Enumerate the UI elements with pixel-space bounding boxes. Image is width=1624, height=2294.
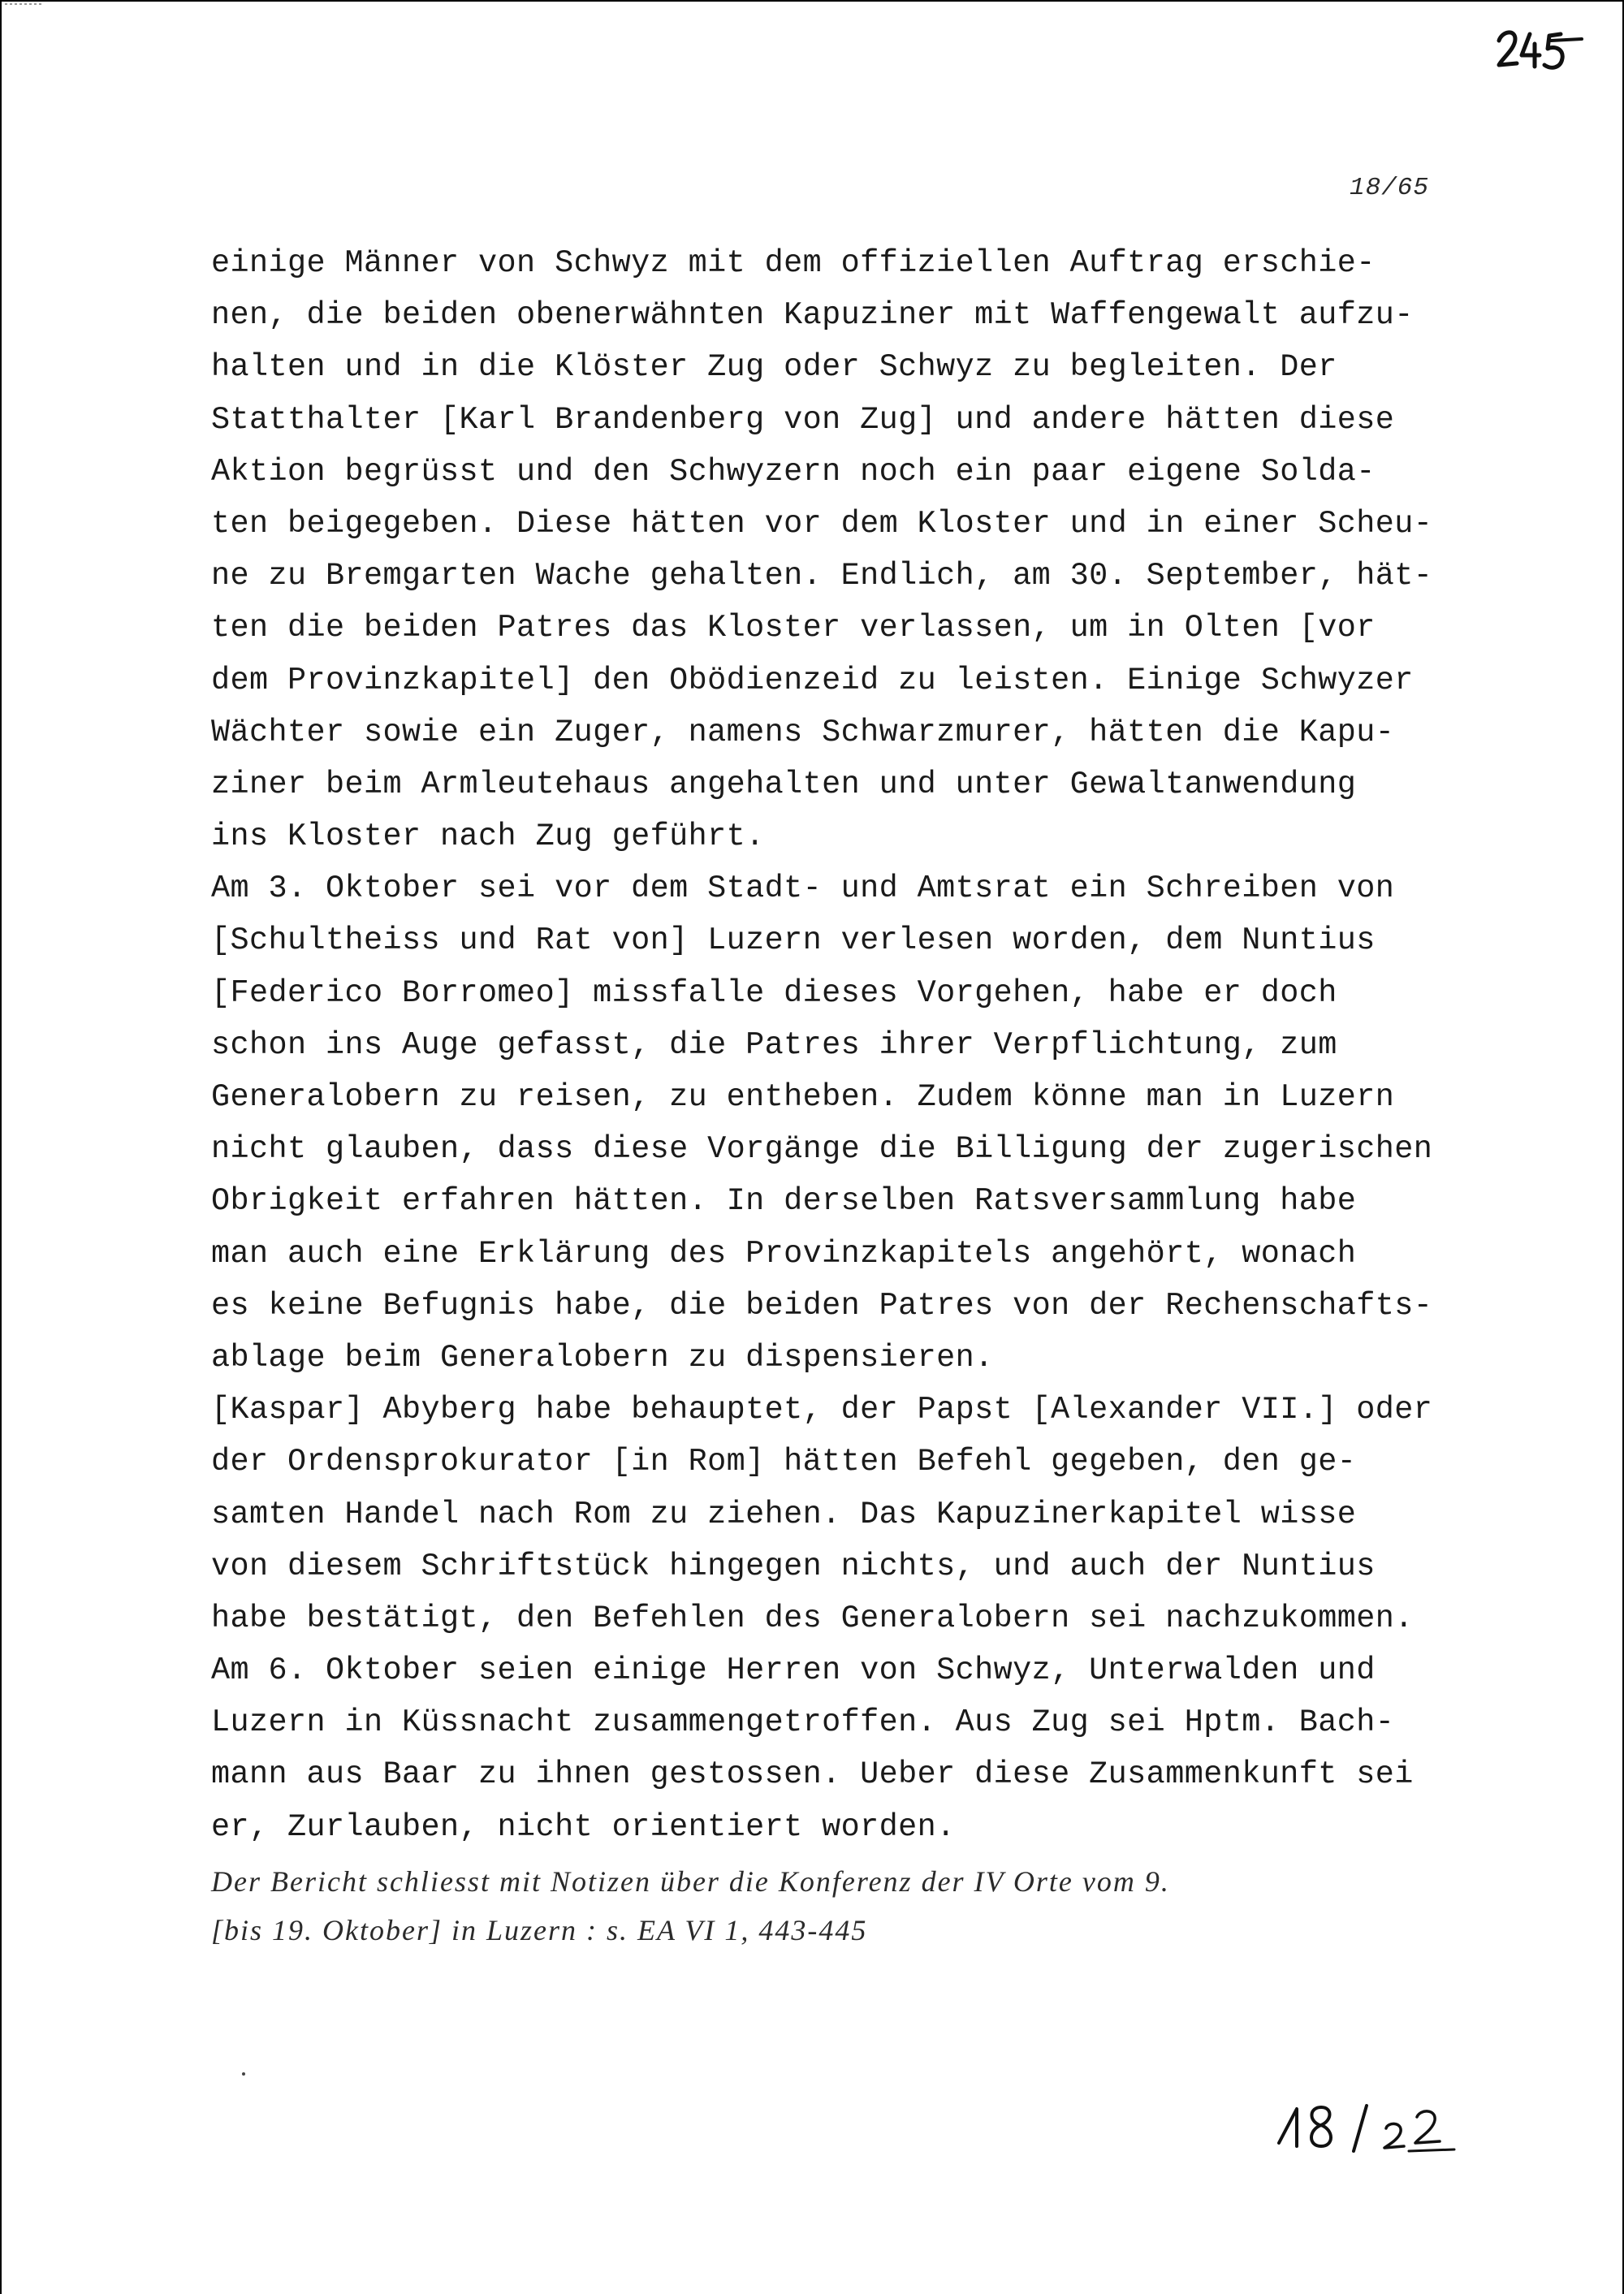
text-line: Luzern in Küssnacht zusammengetroffen. Aus Zug sei Hptm. Bach- <box>211 1704 1395 1741</box>
scan-corner-mark <box>2 2 50 8</box>
editorial-note-line: [bis 19. Oktober] in Luzern : s. EA VI 1, 443-445 <box>211 1914 868 1946</box>
text-line: einige Männer von Schwyz mit dem offiziellen Auftrag erschie- <box>211 245 1376 281</box>
text-line: Statthalter [Karl Brandenberg von Zug] und andere hätten diese <box>211 401 1395 438</box>
text-line: Am 6. Oktober seien einige Herren von Schwyz, Unterwalden und <box>211 1652 1376 1689</box>
text-line: ten die beiden Patres das Kloster verlassen, um in Olten [vor <box>211 610 1376 646</box>
text-line: ablage beim Generalobern zu dispensieren. <box>211 1339 994 1376</box>
text-line: nen, die beiden obenerwähnten Kapuziner mit Waffengewalt aufzu- <box>211 297 1414 334</box>
text-line: ziner beim Armleutehaus angehalten und unter Gewaltanwendung <box>211 766 1357 802</box>
text-line: von diesem Schriftstück hingegen nichts, und auch der Nuntius <box>211 1548 1376 1584</box>
handwritten-footer-number <box>1272 2101 1459 2158</box>
text-line: ne zu Bremgarten Wache gehalten. Endlich, am 30. September, hät- <box>211 558 1433 594</box>
text-line: [Schultheiss und Rat von] Luzern verlesen worden, dem Nuntius <box>211 922 1376 959</box>
text-line: Am 3. Oktober sei vor dem Stadt- und Amtsrat ein Schreiben von <box>211 871 1395 907</box>
editorial-note <box>211 1857 1478 1955</box>
text-line: man auch eine Erklärung des Provinzkapitels angehört, wonach <box>211 1235 1357 1272</box>
text-line: ins Kloster nach Zug geführt. <box>211 819 765 855</box>
text-line: samten Handel nach Rom zu ziehen. Das Kapuzinerkapitel wisse <box>211 1496 1357 1532</box>
text-line: Generalobern zu reisen, zu entheben. Zudem könne man in Luzern <box>211 1079 1395 1115</box>
text-line: er, Zurlauben, nicht orientiert worden. <box>211 1808 956 1845</box>
text-line: Obrigkeit erfahren hätten. In derselben Ratsversammlung habe <box>211 1183 1357 1220</box>
stray-mark <box>242 2072 245 2076</box>
handwritten-folio-number <box>1494 23 1583 80</box>
text-line: [Kaspar] Abyberg habe behauptet, der Papst [Alexander VII.] oder <box>211 1392 1433 1428</box>
text-line: dem Provinzkapitel] den Obödienzeid zu leisten. Einige Schwyzer <box>211 662 1414 698</box>
text-line: der Ordensprokurator [in Rom] hätten Befehl gegeben, den ge- <box>211 1444 1357 1480</box>
text-line: Wächter sowie ein Zuger, namens Schwarzmurer, hätten die Kapu- <box>211 714 1395 750</box>
typed-folio-number: 18/65 <box>1349 174 1429 202</box>
text-line: halten und in die Klöster Zug oder Schwyz zu begleiten. Der <box>211 349 1337 386</box>
text-line: ten beigegeben. Diese hätten vor dem Kloster und in einer Scheu- <box>211 505 1433 542</box>
main-text-body <box>211 237 1478 1853</box>
text-line: [Federico Borromeo] missfalle dieses Vorgehen, habe er doch <box>211 974 1337 1011</box>
text-line: es keine Befugnis habe, die beiden Patres von der Rechenschafts- <box>211 1287 1433 1324</box>
text-line: mann aus Baar zu ihnen gestossen. Ueber diese Zusammenkunft sei <box>211 1756 1414 1793</box>
text-line: Aktion begrüsst und den Schwyzern noch ein paar eigene Solda- <box>211 453 1376 490</box>
text-line: nicht glauben, dass diese Vorgänge die Billigung der zugerischen <box>211 1131 1433 1168</box>
editorial-note-line: Der Bericht schliesst mit Notizen über die Konferenz der IV Orte vom 9. <box>211 1865 1170 1898</box>
text-line: habe bestätigt, den Befehlen des Generalobern sei nachzukommen. <box>211 1600 1414 1636</box>
text-line: schon ins Auge gefasst, die Patres ihrer Verpflichtung, zum <box>211 1026 1337 1063</box>
